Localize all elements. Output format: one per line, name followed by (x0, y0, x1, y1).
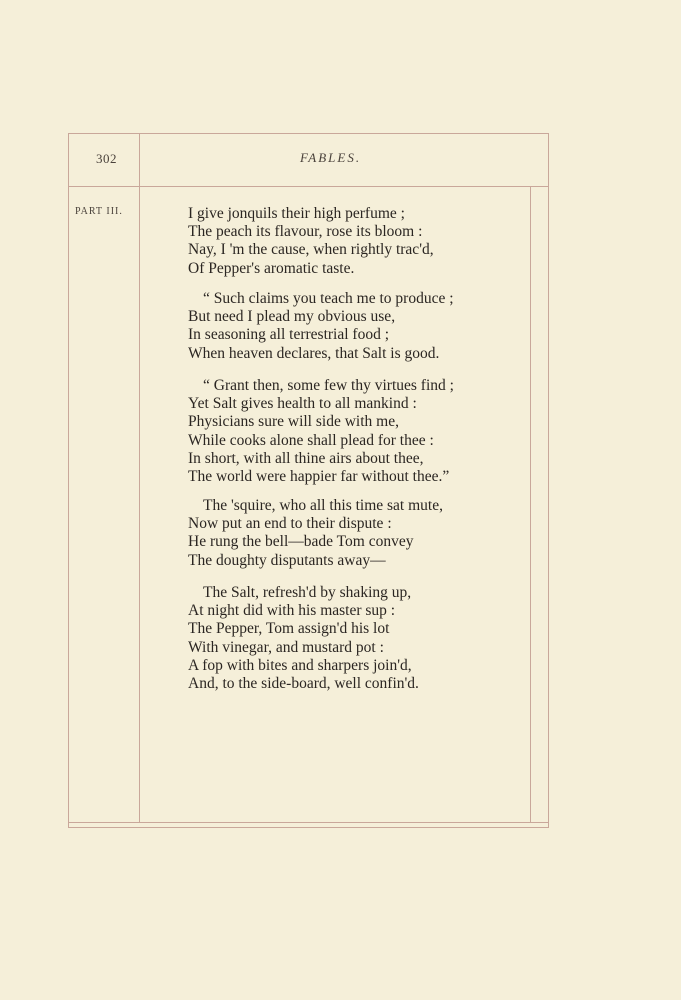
verse-line: The Salt, refresh'd by shaking up, (203, 584, 412, 601)
stanza-1 (188, 205, 434, 278)
verse-line: But need I plead my obvious use, (188, 308, 396, 326)
verse-line: “ Such claims you teach me to produce ; (203, 290, 454, 307)
verse-line: I give jonquils their high perfume ; (188, 205, 405, 222)
verse-line: The world were happier far without thee.” (188, 468, 450, 486)
footer-rule (68, 822, 549, 823)
verse-line: Nay, I 'm the cause, when rightly trac'd, (188, 241, 434, 259)
stanza-4 (188, 497, 443, 570)
verse-line: Of Pepper's aromatic taste. (188, 259, 355, 277)
verse-line: When heaven declares, that Salt is good. (188, 344, 440, 362)
verse-line: Yet Salt gives health to all mankind : (188, 395, 417, 413)
header-rule (68, 186, 549, 187)
page-number: 302 (96, 151, 117, 166)
stanza-3 (188, 377, 454, 486)
verse-line: He rung the bell—bade Tom convey (188, 533, 414, 551)
verse-line: At night did with his master sup : (188, 602, 396, 620)
verse-line: Now put an end to their dispute : (188, 515, 392, 533)
verse-line: With vinegar, and mustard pot : (188, 638, 384, 656)
verse-line: “ Grant then, some few thy virtues find ; (203, 377, 454, 394)
verse-line: And, to the side-board, well confin'd. (188, 675, 419, 693)
verse-line: A fop with bites and sharpers join'd, (188, 656, 412, 674)
running-head: FABLES. (300, 150, 362, 165)
verse-line: Physicians sure will side with me, (188, 413, 399, 431)
part-side-note: PART III. (75, 206, 123, 217)
verse-line: While cooks alone shall plead for thee : (188, 431, 434, 449)
verse-line: The 'squire, who all this time sat mute, (203, 497, 443, 514)
margin-rule-right (530, 186, 531, 822)
stanza-5 (188, 584, 419, 693)
verse-line: The peach its flavour, rose its bloom : (188, 223, 423, 241)
verse-line: The Pepper, Tom assign'd his lot (188, 620, 390, 638)
verse-line: In short, with all thine airs about thee, (188, 449, 424, 467)
margin-rule-left (139, 133, 140, 822)
verse-line: The doughty disputants away— (188, 551, 386, 569)
stanza-2 (188, 290, 454, 363)
verse-line: In seasoning all terrestrial food ; (188, 326, 390, 344)
